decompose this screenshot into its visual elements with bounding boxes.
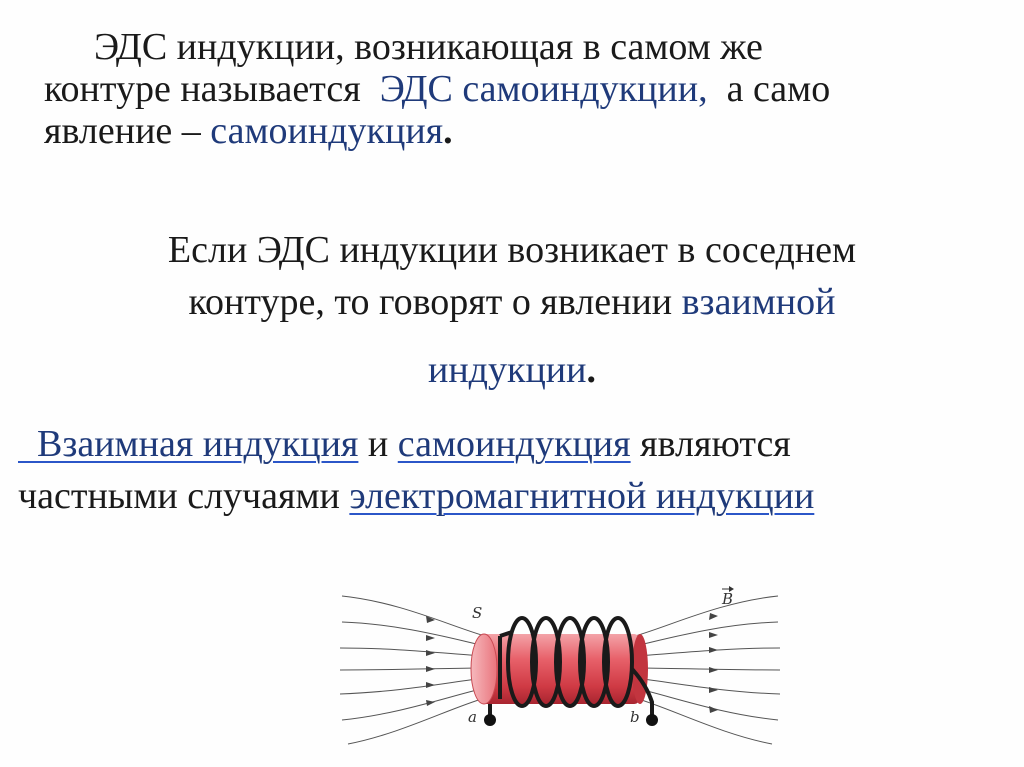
p3-text: частными случаями <box>18 475 350 517</box>
paragraph-mutual-induction <box>40 224 984 396</box>
p1-period: . <box>443 110 453 152</box>
p3-line-2 <box>18 470 1008 522</box>
p2-line-1: Если ЭДС индукции возникает в соседнем <box>167 229 857 271</box>
p3-text: и <box>358 423 398 465</box>
p2-period: . <box>586 349 596 391</box>
label-b-vector: B <box>722 590 734 608</box>
terminal-a <box>484 714 496 726</box>
p2-line-3 <box>40 344 984 396</box>
label-a: a <box>468 708 477 726</box>
paragraph-special-cases <box>18 418 1008 522</box>
p1-text: а само <box>707 68 831 110</box>
term-self-induction: самоиндукция <box>210 110 444 152</box>
p1-line-1: ЭДС индукции, возникающая в самом же <box>94 26 763 68</box>
p1-line-3 <box>44 110 1004 152</box>
p1-text: явление – <box>44 110 211 152</box>
link-mutual-induction[interactable]: Взаимная индукция <box>18 423 359 465</box>
p1-text: контуре называется <box>44 68 380 110</box>
terminal-b <box>646 714 658 726</box>
p3-line-1 <box>18 418 1008 470</box>
label-b-terminal: b <box>630 708 640 726</box>
term-self-induction-emf: ЭДС самоиндукции, <box>379 68 708 110</box>
paragraph-self-induction <box>44 26 1004 152</box>
link-self-induction[interactable]: самоиндукция <box>397 423 631 465</box>
link-electromagnetic-induction[interactable]: электромагнитной индукции <box>349 475 815 517</box>
p3-text: являются <box>630 423 791 465</box>
term-mutual: взаимной <box>681 281 836 323</box>
term-induction: индукции <box>428 349 587 391</box>
solenoid-diagram <box>340 574 780 767</box>
p1-line-2 <box>44 68 1004 110</box>
p2-text: контуре, то говорят о явлении <box>188 281 682 323</box>
p2-line-2 <box>40 276 984 328</box>
label-s: S <box>472 604 483 622</box>
